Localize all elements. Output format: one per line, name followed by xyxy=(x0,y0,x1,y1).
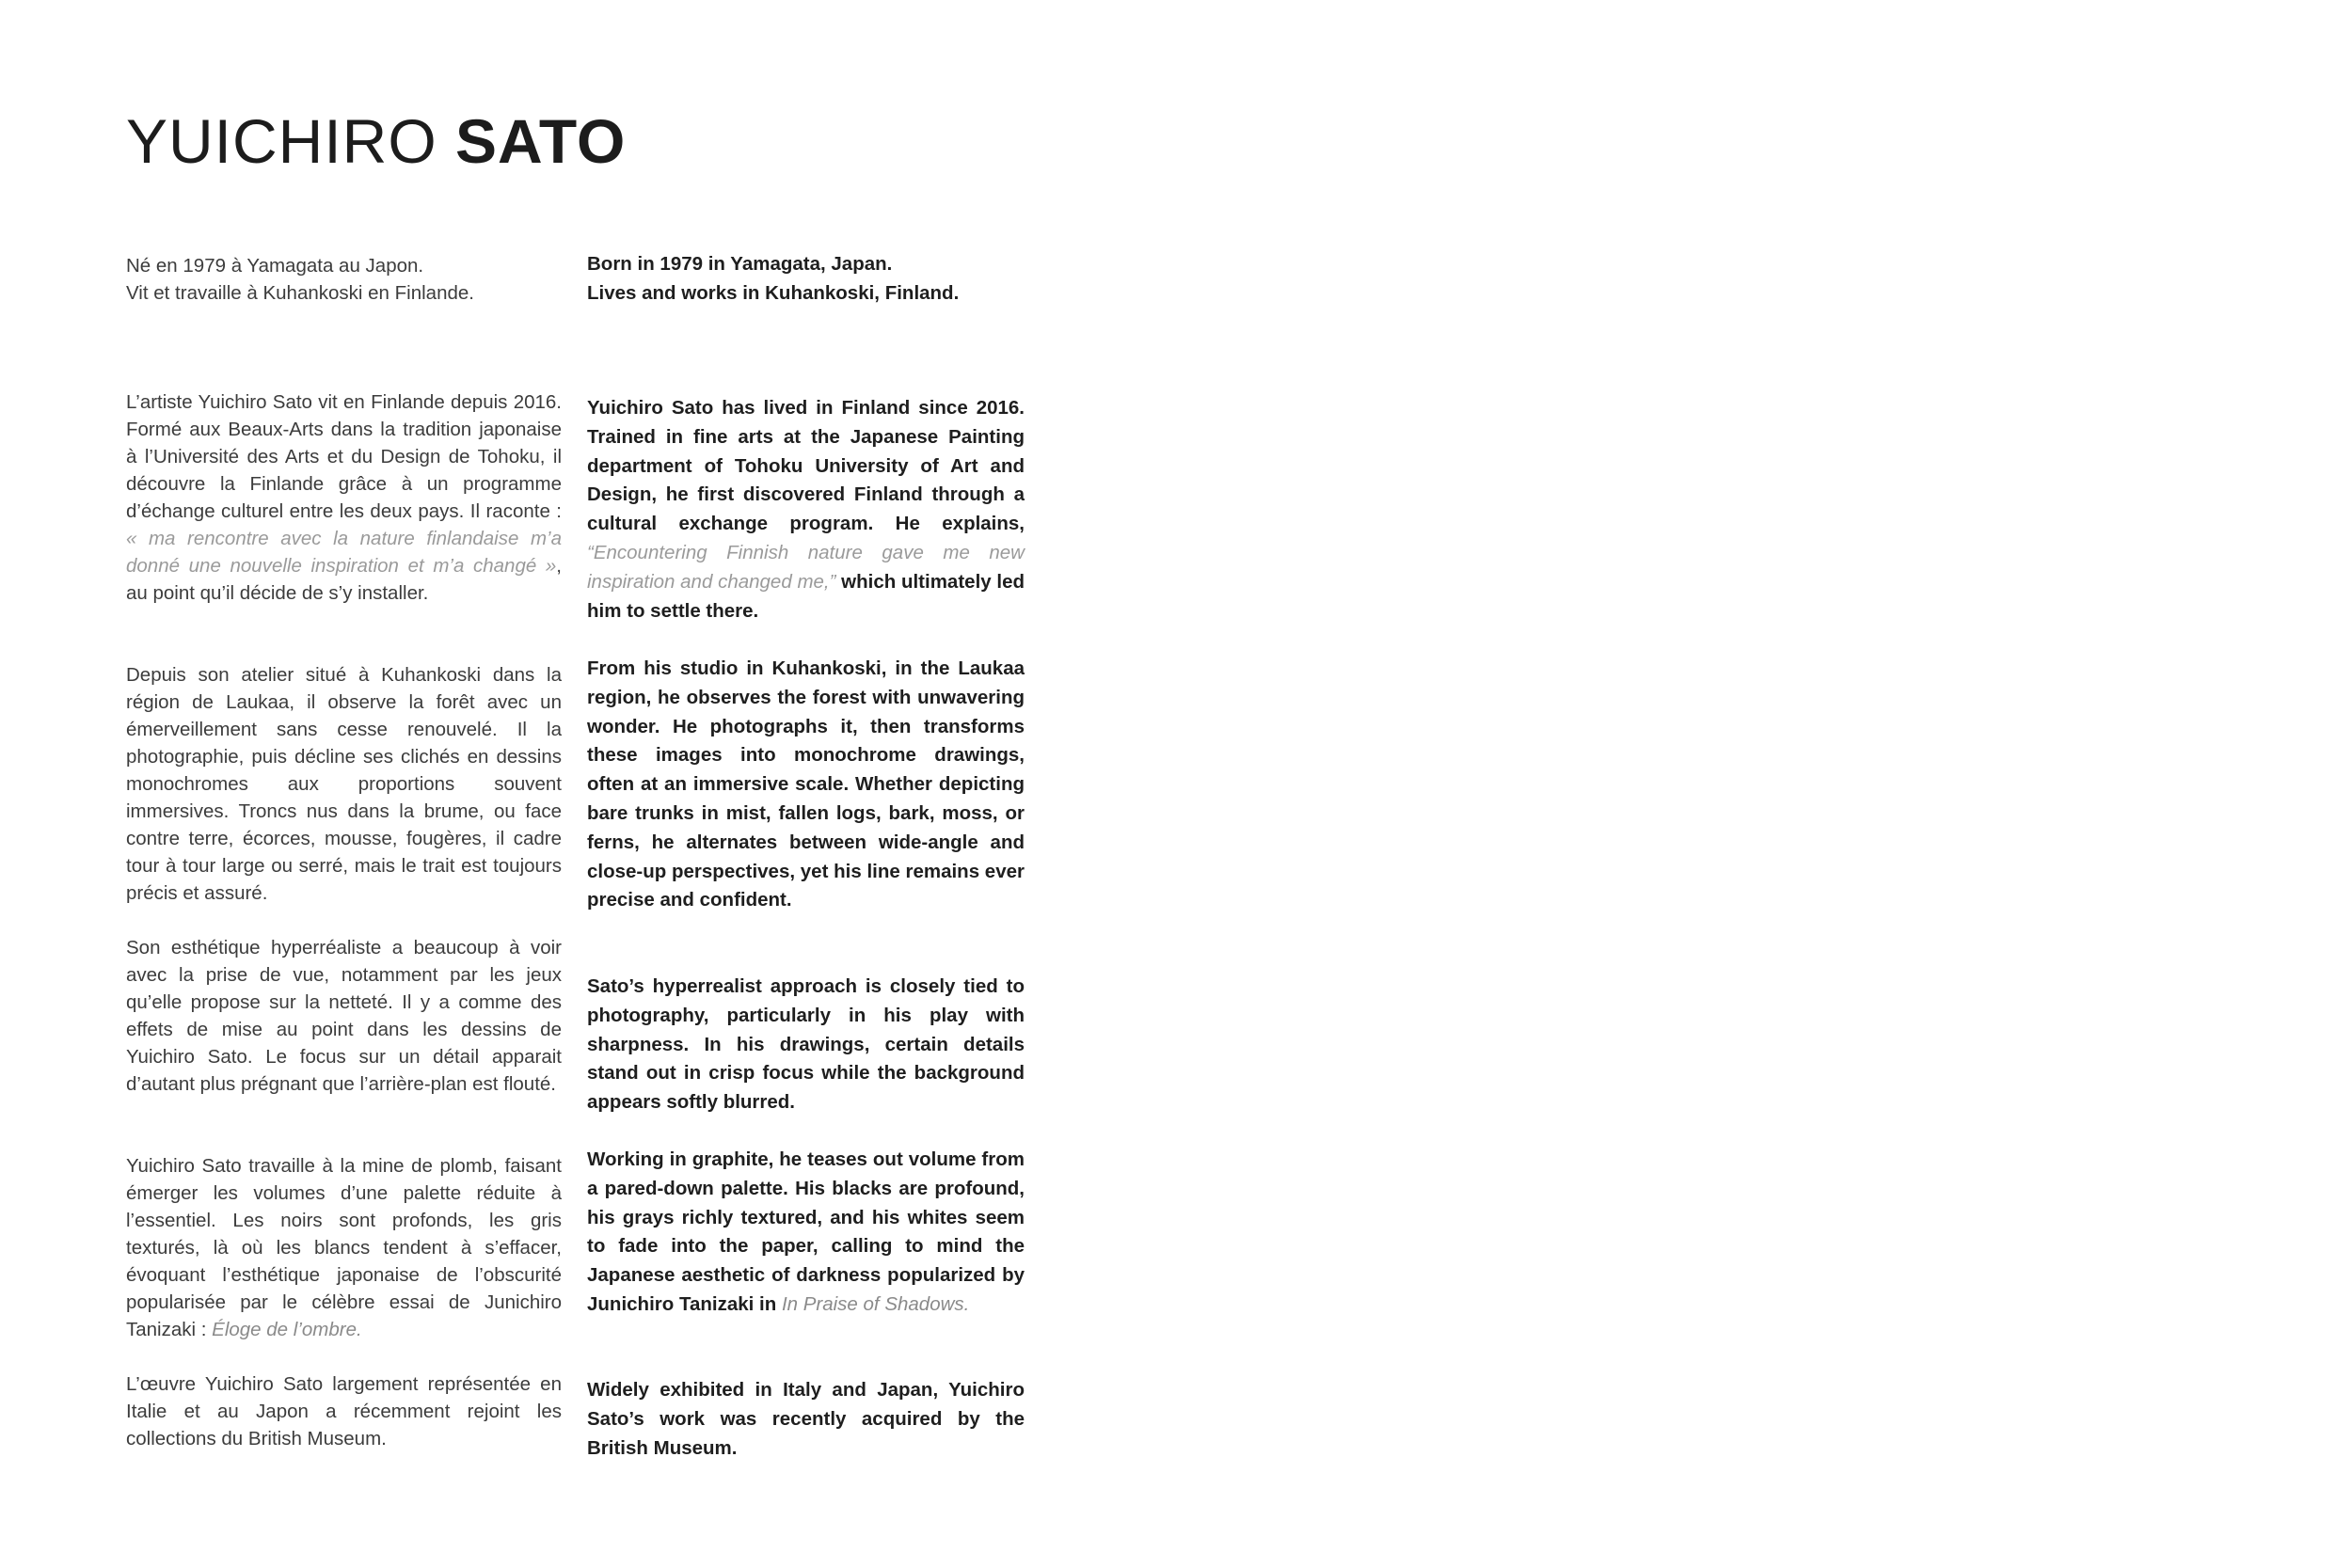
bio-en-quote: “Encountering Finnish nature gave me new inspiration and changed me,” xyxy=(587,541,1025,593)
bio-en-p1-text: Yuichiro Sato has lived in Finland since 2016. Trained in fine arts at the Japanese Painting department of Tohoku University of Art and Design, he first discovered Finland through a cultural exchange program. He explains, xyxy=(587,397,1025,535)
title-last-name: SATO xyxy=(455,106,627,176)
bio-fr-p4-text: Yuichiro Sato travaille à la mine de plomb, faisant émerger les volumes d’une palette réduite à l’essentiel. Les noirs sont profonds, les gris texturés, là où les blancs tendent à s’effacer, évoquant l’esthétique japonaise de l’obscurité popularisée par le célèbre essai de Junichiro Tanizaki : xyxy=(126,1155,562,1340)
bio-french-paragraph-4 xyxy=(126,1152,562,1343)
bio-en-p2-text: From his studio in Kuhankoski, in the Laukaa region, he observes the forest with unwavering wonder. He photographs it, then transforms these images into monochrome drawings, often at an immersive scale. Whether depicting bare trunks in mist, fallen logs, bark, moss, or ferns, he alternates between wide-angle and close-up perspectives, yet his line remains ever precise and confident. xyxy=(587,657,1025,911)
artist-name-title xyxy=(126,102,626,181)
bio-en-p5-text: Widely exhibited in Italy and Japan, Yuichiro Sato’s work was recently acquired by the British Museum. xyxy=(587,1379,1025,1459)
bio-fr-essay-title: Éloge de l’ombre. xyxy=(212,1319,362,1340)
intro-french xyxy=(126,252,562,307)
bio-en-essay-title: In Praise of Shadows. xyxy=(781,1292,970,1315)
title-first-name: YUICHIRO xyxy=(126,106,437,176)
bio-english-paragraph-2 xyxy=(587,655,1025,915)
bio-english-paragraph-1 xyxy=(587,394,1025,626)
bio-fr-p1-text: L’artiste Yuichiro Sato vit en Finlande depuis 2016. Formé aux Beaux-Arts dans la tradition japonaise à l’Université des Arts et du Design de Tohoku, il découvre la Finlande grâce à un programme d’échange culturel entre les deux pays. Il raconte : xyxy=(126,391,562,522)
bio-fr-quote: « ma rencontre avec la nature finlandaise m’a donné une nouvelle inspiration et m’a changé » xyxy=(126,528,562,577)
bio-fr-p5-text: L’œuvre Yuichiro Sato largement représentée en Italie et au Japon a récemment rejoint les collections du British Museum. xyxy=(126,1373,562,1449)
bio-english-paragraph-4 xyxy=(587,1146,1025,1320)
bio-french-paragraph-3 xyxy=(126,934,562,1098)
intro-english xyxy=(587,250,1025,309)
intro-en-residence: Lives and works in Kuhankoski, Finland. xyxy=(587,281,960,304)
bio-french-paragraph-5 xyxy=(126,1370,562,1452)
intro-en-birth: Born in 1979 in Yamagata, Japan. xyxy=(587,253,893,275)
bio-english-paragraph-3 xyxy=(587,973,1025,1117)
bio-en-p4-text: Working in graphite, he teases out volume from a pared-down palette. His blacks are profound, his grays richly textured, and his whites seem to fade into the paper, calling to mind the Japanese aesthetic of darkness popularized by Junichiro Tanizaki in xyxy=(587,1148,1025,1315)
bio-fr-p3-text: Son esthétique hyperréaliste a beaucoup à voir avec la prise de vue, notamment par les jeux qu’elle propose sur la netteté. Il y a comme des effets de mise au point dans les dessins de Yuichiro Sato. Le focus sur un détail apparait d’autant plus prégnant que l’arrière-plan est flouté. xyxy=(126,937,562,1095)
bio-en-p1-end: which ultimately led him to settle there. xyxy=(587,570,1025,622)
bio-fr-p2-text: Depuis son atelier situé à Kuhankoski dans la région de Laukaa, il observe la forêt avec un émerveillement sans cesse renouvelé. Il la photographie, puis décline ses clichés en dessins monochromes aux proportions souvent immersives. Troncs nus dans la brume, ou face contre terre, écorces, mousse, fougères, il cadre tour à tour large ou serré, mais le trait est toujours précis et assuré. xyxy=(126,664,562,904)
bio-en-p3-text: Sato’s hyperrealist approach is closely tied to photography, particularly in his play with sharpness. In his drawings, certain details stand out in crisp focus while the background appears softly blurred. xyxy=(587,975,1025,1114)
intro-fr-birth: Né en 1979 à Yamagata au Japon. xyxy=(126,255,424,277)
intro-fr-residence: Vit et travaille à Kuhankoski en Finlande. xyxy=(126,282,474,304)
bio-fr-p1-end: , au point qu’il décide de s’y installer. xyxy=(126,555,562,604)
bio-english-paragraph-5 xyxy=(587,1376,1025,1463)
bio-french-paragraph-1 xyxy=(126,388,562,607)
bio-french-paragraph-2 xyxy=(126,661,562,907)
